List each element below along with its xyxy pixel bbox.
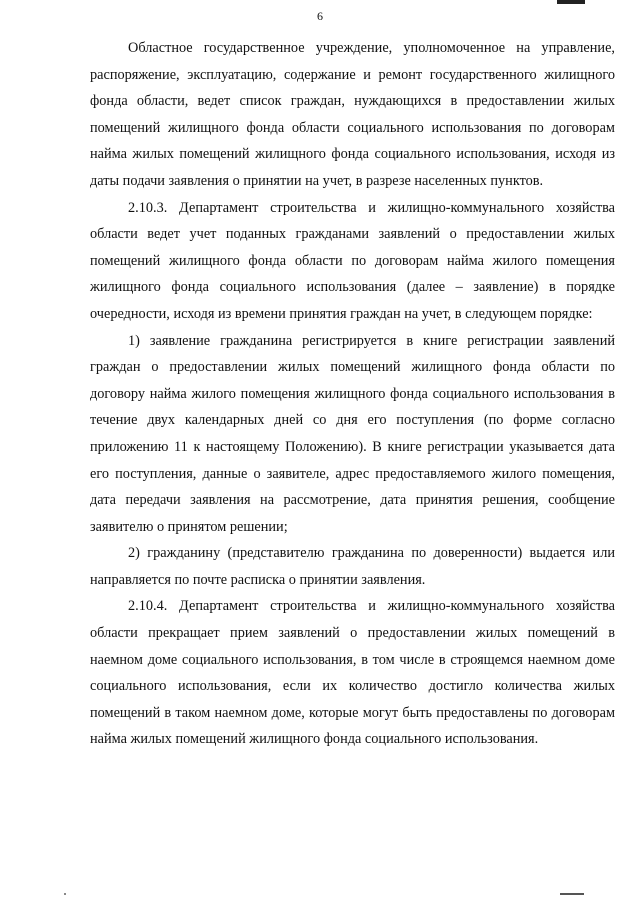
document-body <box>90 35 615 753</box>
page-number: 6 <box>317 9 323 23</box>
paragraph-2-10-4: 2.10.4. Департамент строительства и жилищно-коммунального хозяйства области прекращает прием заявлений о предоставлении жилых помещений в наемном доме социального использования, в том числе в строящемся наемном доме социального использования, если их количество достигло количества жилых помещений в таком наемном доме, которые могут быть предоставлены по договорам найма жилых помещений жилищного фонда социального использования. <box>90 598 615 748</box>
scan-artifact-top <box>557 0 585 4</box>
scan-artifact-dot <box>64 893 66 895</box>
paragraph-institution-list: Областное государственное учреждение, уполномоченное на управление, распоряжение, эксплуатацию, содержание и ремонт государственного жилищного фонда области, ведет список граждан, нуждающихся в предоставлении жилых помещений жилищного фонда области социального использования по договорам найма жилых помещений жилищного фонда социального использования, исходя из даты подачи заявления о принятии на учет, в разрезе населенных пунктов. <box>90 40 615 189</box>
paragraph-item-2-receipt: 2) гражданину (представителю гражданина по доверенности) выдается или направляется по почте расписка о принятии заявления. <box>90 545 615 588</box>
paragraph-item-1-registration: 1) заявление гражданина регистрируется в книге регистрации заявлений граждан о предоставлении жилых помещений жилищного фонда области по договору найма жилого помещения жилищного фонда социального использования в течение двух календарных дней со дня его поступления (по форме согласно приложению 11 к настоящему Положению). В книге регистрации указывается дата его поступления, данные о заявителе, адрес предоставляемого жилого помещения, дата передачи заявления на рассмотрение, дата принятия решения, сообщение заявителю о принятом решении; <box>90 332 615 535</box>
paragraph-2-10-3: 2.10.3. Департамент строительства и жилищно-коммунального хозяйства области ведет учет поданных гражданами заявлений о предоставлении жилых помещений жилищного фонда области по договорам найма жилого помещения жилищного фонда социального использования (далее – заявление) в порядке очередности, исходя из времени принятия граждан на учет, в следующем порядке: <box>90 199 615 322</box>
scan-artifact-bottom <box>560 893 584 895</box>
